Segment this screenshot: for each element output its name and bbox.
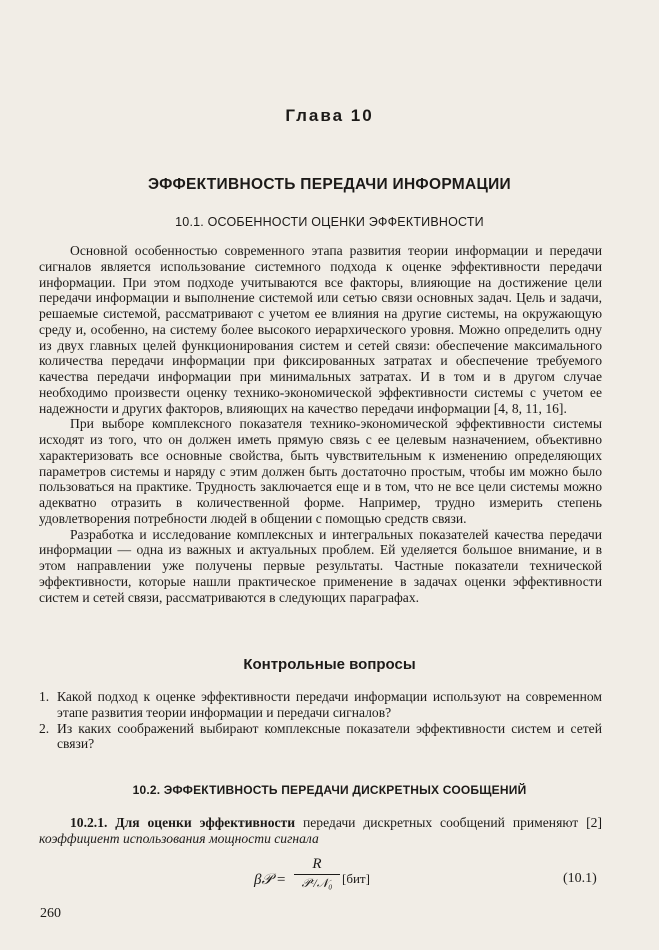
question-text: Какой подход к оценке эффективности передачи информации используют на современном этапе развития теории информации и передачи сигналов? [57,689,602,720]
paragraph: При выборе комплексного показателя технико-экономической эффективности системы исходят из того, что он должен иметь прямую связь с ее целевым назначением, объективно характеризовать все основные свойства, быть чувствительным к изменению определяющих параметров системы и наряду с этим должен быть достаточно простым, чтобы им можно было пользоваться на практике. Трудность заключается еще и в том, что не все цели системы можно адекватно отразить в количественной форме. Например, трудно измерить степень удовлетворения потребности людей в общении с помощью средств связи. [39,416,602,526]
subsection-10-2-1 [39,815,602,847]
subsection-term: коэффициент использования мощности сигнала [39,830,319,846]
subsection-lead: 10.2.1. Для оценки эффективности [70,815,296,830]
question-text: Из каких соображений выбирают комплексные показатели эффективности систем и сетей связи? [57,720,602,752]
question-item [39,721,602,753]
questions-heading: Контрольные вопросы [243,656,416,673]
page-number: 260 [40,906,61,921]
fraction-bar [294,874,340,875]
equation-number: (10.1) [563,871,597,886]
question-number: 1. [39,689,50,704]
formula-10-1 [0,856,659,896]
questions-list [39,689,602,752]
paragraph: Основной особенностью современного этапа развития теории информации и передачи сигналов является использование системного подхода к оценке эффективности передачи информации. При этом подходе учитываются все факторы, влияющие на достижение цели передачи информации и выполнение системой или сетью связи основных задач. Цель и задачи, решаемые системой, рассматривают с учетом ее влияния на другие системы, на окружающую среду и, особенно, на систему более высокого иерархического уровня. Можно определить одну из двух главных целей функционирования систем и сетей связи: обеспечение максимального количества передачи информации при фиксированных затратах и обеспечение требуемого качества передачи информации при минимальных затратах. И в том и в другом случае необходимо произвести оценку технико-экономической эффективности системы с учетом ее надежности и других факторов, влияющих на качество передачи информации [4, 8, 11, 16]. [39,243,602,416]
formula-lhs: β𝒫 = [254,872,287,888]
paragraph: Разработка и исследование комплексных и интегральных показателей качества передачи информации — одна из важных и актуальных проблем. Ей уделяется большое внимание, и в этом направлении уже получены первые результаты. Частные показатели технической эффективности, которые нашли практическое применение в задачах оценки эффективности систем и сетей связи, рассматриваются в следующих параграфах. [39,526,602,605]
chapter-heading: Глава 10 [285,106,374,125]
chapter-title: ЭФФЕКТИВНОСТЬ ПЕРЕДАЧИ ИНФОРМАЦИИ [148,176,511,193]
section-body [39,243,602,605]
subsection-text: передачи дискретных сообщений применяют [2] [295,815,602,830]
formula-numerator: R [312,856,322,872]
formula-unit: [бит] [342,871,370,886]
formula-fraction [294,856,340,891]
formula-denominator: 𝒫ᶜ/𝒩₀ [301,876,333,890]
question-item [39,689,602,721]
section-heading-10-1: 10.1. ОСОБЕННОСТИ ОЦЕНКИ ЭФФЕКТИВНОСТИ [175,215,484,229]
question-number: 2. [39,720,50,736]
section-heading-10-2: 10.2. ЭФФЕКТИВНОСТЬ ПЕРЕДАЧИ ДИСКРЕТНЫХ СООБЩЕНИЙ [132,783,527,797]
